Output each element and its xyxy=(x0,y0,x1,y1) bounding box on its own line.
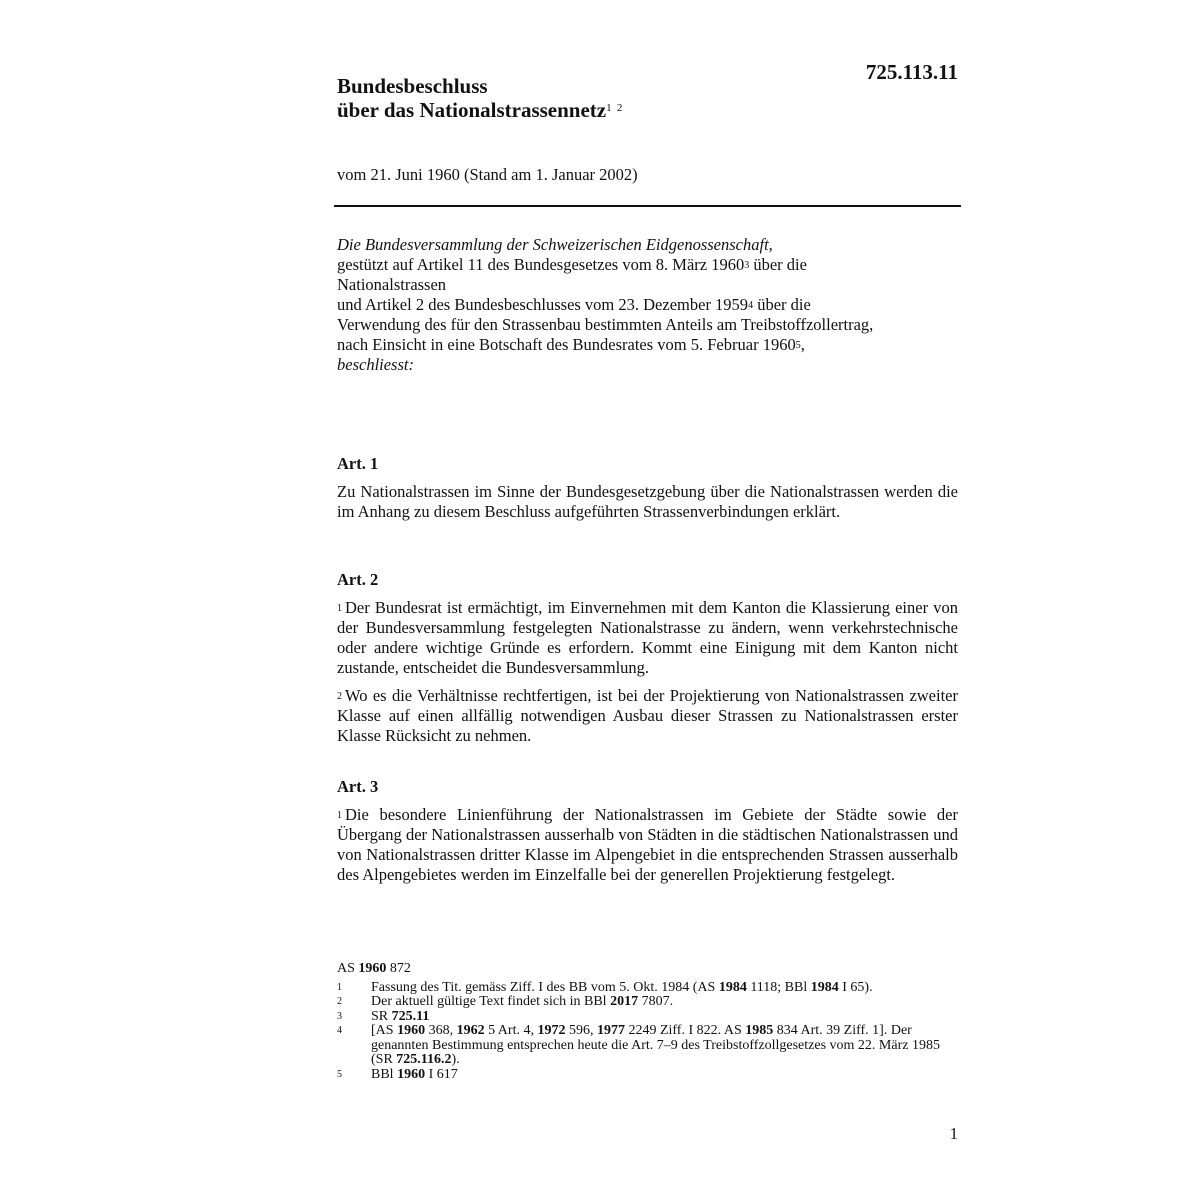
footnote-text-part: 596, xyxy=(565,1023,597,1038)
footnote-text xyxy=(371,1010,959,1025)
footnote-text-part: Der aktuell gültige Text findet sich in BBl xyxy=(371,994,611,1009)
footnote-text-part: SR xyxy=(371,1008,392,1024)
footnote-item xyxy=(337,981,959,996)
footnote-text-part: 834 Art. 39 Ziff. 1]. Der genannten Bestimmung entsprechen heute die Art. 7–9 des Treibstoffzollgesetzes vom 22. März 1985 (SR xyxy=(371,1023,940,1067)
preamble-resolves: beschliesst: xyxy=(337,355,414,374)
article-paragraph xyxy=(337,686,958,746)
preamble-basis-line-1 xyxy=(337,255,959,275)
footnote-text-part: 7807. xyxy=(638,994,674,1009)
footnote-text-part: I 65). xyxy=(838,979,873,995)
title-line-2-text: über das Nationalstrassennetz xyxy=(337,98,607,122)
article-1 xyxy=(337,454,958,530)
footnote-item xyxy=(337,1068,959,1083)
footnote-bold-ref: 1984 xyxy=(718,979,747,995)
footnote-number: 2 xyxy=(337,996,342,1007)
footnotes xyxy=(337,962,959,1082)
footnote-bold-ref: 1960 xyxy=(397,1066,426,1082)
paragraph-number: 2 xyxy=(337,691,342,702)
footnote-number: 3 xyxy=(337,1010,342,1022)
footnote-ref-5[interactable]: 5 xyxy=(795,340,801,351)
footnote-text-part: 368, xyxy=(425,1023,457,1038)
footnote-text xyxy=(371,1024,959,1068)
footnote-text-part: [AS xyxy=(371,1023,398,1038)
footnote-bold-ref: 725.116.2 xyxy=(396,1052,452,1067)
footnote-bold-ref: 1977 xyxy=(596,1023,625,1038)
preamble-basis-line-3 xyxy=(337,295,959,315)
footnote-text-part: BBl xyxy=(371,1066,398,1082)
article-paragraph xyxy=(337,598,958,678)
preamble xyxy=(337,235,959,375)
footnote-item xyxy=(337,1010,959,1025)
footnote-bold-ref: 2017 xyxy=(610,994,639,1009)
as-prefix: AS xyxy=(337,961,359,976)
preamble-basis-line-4: Verwendung des für den Strassenbau bestimmten Anteils am Treibstoffzollertrag, xyxy=(337,315,874,334)
footnote-item xyxy=(337,1024,959,1068)
preamble-basis-line-1-tail: über die xyxy=(749,255,807,274)
footnote-bold-ref: 1972 xyxy=(537,1023,566,1038)
footnote-bold-ref: 1960 xyxy=(397,1023,426,1038)
article-3 xyxy=(337,777,958,893)
footnote-list xyxy=(337,981,959,1083)
footnote-number: 4 xyxy=(337,1025,342,1036)
footnote-text-part: ). xyxy=(451,1052,460,1067)
footnote-bold-ref: 1962 xyxy=(456,1023,485,1038)
preamble-basis-line-1-text: gestützt auf Artikel 11 des Bundesgesetzes vom 8. März 1960 xyxy=(337,255,745,274)
page-number: 1 xyxy=(949,1124,958,1143)
article-heading: Art. 1 xyxy=(337,454,379,473)
footnote-text-part: 5 Art. 4, xyxy=(484,1023,538,1038)
footnote-text-part: Fassung des Tit. gemäss Ziff. I des BB vom 5. Okt. 1984 (AS xyxy=(371,979,719,995)
preamble-insight-text: nach Einsicht in eine Botschaft des Bundesrates vom 5. Februar 1960 xyxy=(337,335,796,354)
article-heading: Art. 3 xyxy=(337,777,379,796)
footnote-number: 5 xyxy=(337,1068,342,1080)
paragraph-number: 1 xyxy=(337,603,342,614)
preamble-basis-line-3-tail: über die xyxy=(753,295,811,314)
paragraph-text: Die besondere Linienführung der Nationalstrassen im Gebiete der Städte sowie der Übergang der Nationalstrassen ausserhalb von Städten in die städtischen Nationalstrassen und von Nationalstrassen dritter Klasse im Alpengebiet in die entsprechenden Strassen ausserhalb des Alpengebietes werden im Einzelfalle bei der generellen Projektierung festgelegt. xyxy=(337,805,958,884)
footnote-text-part: 1118; BBl xyxy=(746,979,811,995)
footnote-bold-ref: 725.11 xyxy=(391,1008,430,1024)
preamble-authority: Die Bundesversammlung der Schweizerischen Eidgenossenschaft, xyxy=(337,235,773,254)
footnote-as-reference xyxy=(337,962,959,977)
article-paragraph xyxy=(337,482,958,522)
title-line-2 xyxy=(337,98,622,122)
preamble-basis-line-3-text: und Artikel 2 des Bundesbeschlusses vom 23. Dezember 1959 xyxy=(337,295,749,314)
footnote-text xyxy=(371,981,959,996)
as-page: 872 xyxy=(386,961,411,976)
article-paragraph xyxy=(337,805,958,885)
footnote-bold-ref: 1984 xyxy=(810,979,839,995)
preamble-basis-line-2: Nationalstrassen xyxy=(337,275,447,294)
paragraph-number: 1 xyxy=(337,810,342,821)
as-year: 1960 xyxy=(358,961,387,976)
title-footnote-ref-1[interactable]: 1 xyxy=(606,102,612,114)
document-title xyxy=(337,74,622,122)
footnote-ref-3[interactable]: 3 xyxy=(744,260,750,271)
header-divider xyxy=(334,205,961,207)
sr-number: 725.113.11 xyxy=(865,60,958,84)
footnote-text xyxy=(371,995,959,1010)
footnote-text xyxy=(371,1068,959,1083)
footnote-text-part: 2249 Ziff. I 822. AS xyxy=(624,1023,746,1038)
dateline: vom 21. Juni 1960 (Stand am 1. Januar 2002) xyxy=(337,165,638,184)
paragraph-text: Wo es die Verhältnisse rechtfertigen, ist bei der Projektierung von Nationalstrassen zweiter Klasse auf einen allfällig notwendigen Ausbau dieser Strassen zu Nationalstrassen erster Klasse Rücksicht zu nehmen. xyxy=(337,686,958,745)
article-2 xyxy=(337,570,958,754)
paragraph-text: Der Bundesrat ist ermächtigt, im Einvernehmen mit dem Kanton die Klassierung einer von der Bundesversammlung festgelegten Nationalstrasse zu ändern, wenn verkehrstechnische oder andere wichtige Gründe es erfordern. Kommt eine Einigung mit dem Kanton nicht zustande, entscheidet die Bundesversammlung. xyxy=(337,598,958,677)
footnote-text-part: I 617 xyxy=(425,1066,458,1082)
footnote-ref-4[interactable]: 4 xyxy=(748,300,754,311)
title-footnote-ref-2[interactable]: 2 xyxy=(616,102,623,114)
preamble-insight xyxy=(337,335,959,355)
footnote-item xyxy=(337,995,959,1010)
title-line-1: Bundesbeschluss xyxy=(337,74,488,98)
article-heading: Art. 2 xyxy=(337,570,379,589)
paragraph-text: Zu Nationalstrassen im Sinne der Bundesgesetzgebung über die Nationalstrassen werden die im Anhang zu diesem Beschluss aufgeführten Strassenverbindungen erklärt. xyxy=(337,482,958,521)
footnote-bold-ref: 1985 xyxy=(745,1023,774,1038)
preamble-insight-tail: , xyxy=(800,335,805,354)
footnote-number: 1 xyxy=(337,981,342,993)
